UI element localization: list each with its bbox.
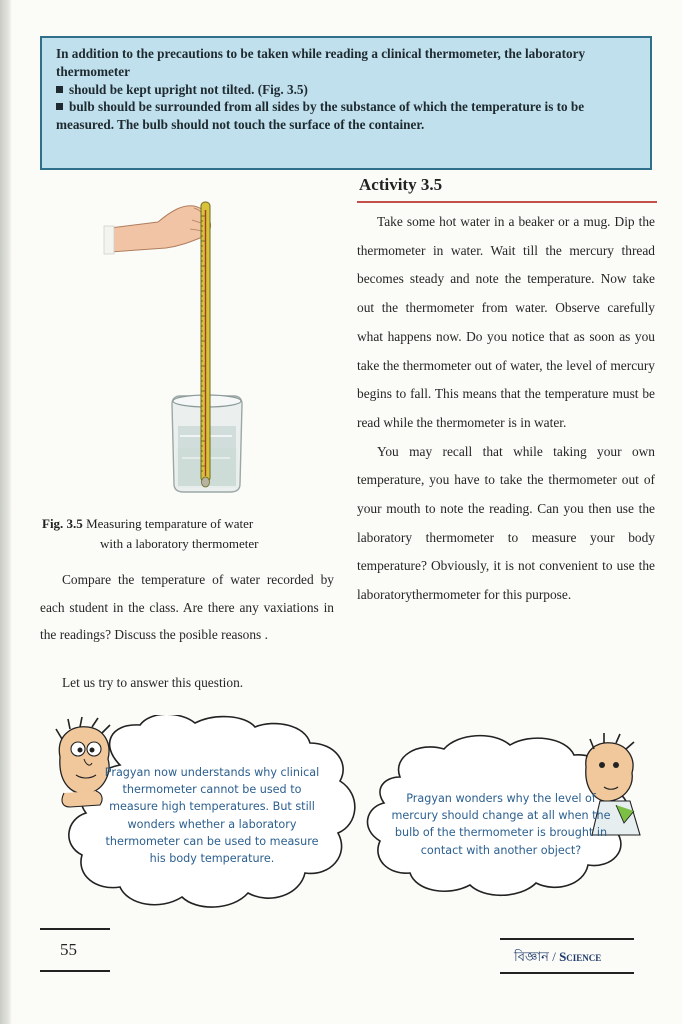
figure-label: Fig. 3.5	[42, 516, 83, 531]
activity-title: Activity 3.5	[359, 175, 443, 194]
compare-paragraph-block	[40, 566, 334, 649]
note-intro: In addition to the precautions to be taken while reading a clinical thermometer, the laboratory thermometer	[56, 46, 586, 79]
book-title-bengali: বিজ্ঞান	[514, 949, 549, 964]
note-bullet-item	[56, 81, 636, 99]
activity-body	[357, 208, 655, 610]
square-bullet-icon	[56, 86, 63, 93]
right-bubble-text: Pragyan wonders why the level of mercury should change at all when the bulb of the thermometer is brought in contact with another object?	[391, 792, 611, 857]
activity-paragraph: You may recall that while taking your own temperature, you have to take the thermometer out of your mouth to note the reading. Can you then use the laboratory thermometer to measure your body temperature? Obviously, it is not convenient to use the laboratorythermometer for this purpose.	[357, 443, 655, 603]
left-bubble-text: Pragyan now understands why clinical thermometer cannot be used to measure high temperatures. But still wonders whether a laboratory thermometer can be used to measure his body temperature.	[104, 766, 320, 866]
page-number: 55	[40, 928, 110, 972]
figure-caption	[42, 514, 312, 554]
book-title-footer	[500, 938, 634, 974]
compare-paragraph: Compare the temperature of water recorded by each student in the class. Are there any vaxiations in the readings? Discuss the posible reasons .	[40, 572, 334, 642]
precautions-note-box	[40, 36, 652, 170]
note-bullet-item	[56, 98, 636, 134]
thermometer-in-beaker-illustration	[100, 196, 280, 501]
activity-paragraph: Take some hot water in a beaker or a mug. Dip the thermometer in water. Wait till the mercury thread becomes steady and note the temperature. Now take out the thermometer from water. Observe carefully what happens now. Do you notice that as soon as you take the thermometer out of water, the level of mercury begins to fall. This means that the temperature must be read while the thermometer is in water.	[357, 214, 655, 430]
hand-illustration	[104, 206, 211, 254]
title-separator: /	[552, 949, 556, 964]
activity-title-underline	[357, 201, 657, 203]
figure-caption-line2: with a laboratory thermometer	[100, 536, 259, 551]
note-bullet-text: should be kept upright not tilted. (Fig. 3.5)	[69, 81, 308, 97]
laboratory-thermometer-illustration	[201, 202, 210, 487]
note-bullet-text: bulb should be surrounded from all sides by the substance of which the temperature is to be measured. The bulb should not touch the surface of the container.	[56, 99, 585, 133]
book-title-english: Science	[559, 949, 602, 964]
answer-question-line: Let us try to answer this question.	[62, 675, 244, 690]
square-bullet-icon	[56, 103, 63, 110]
figure-caption-line1: Measuring temparature of water	[86, 516, 254, 531]
